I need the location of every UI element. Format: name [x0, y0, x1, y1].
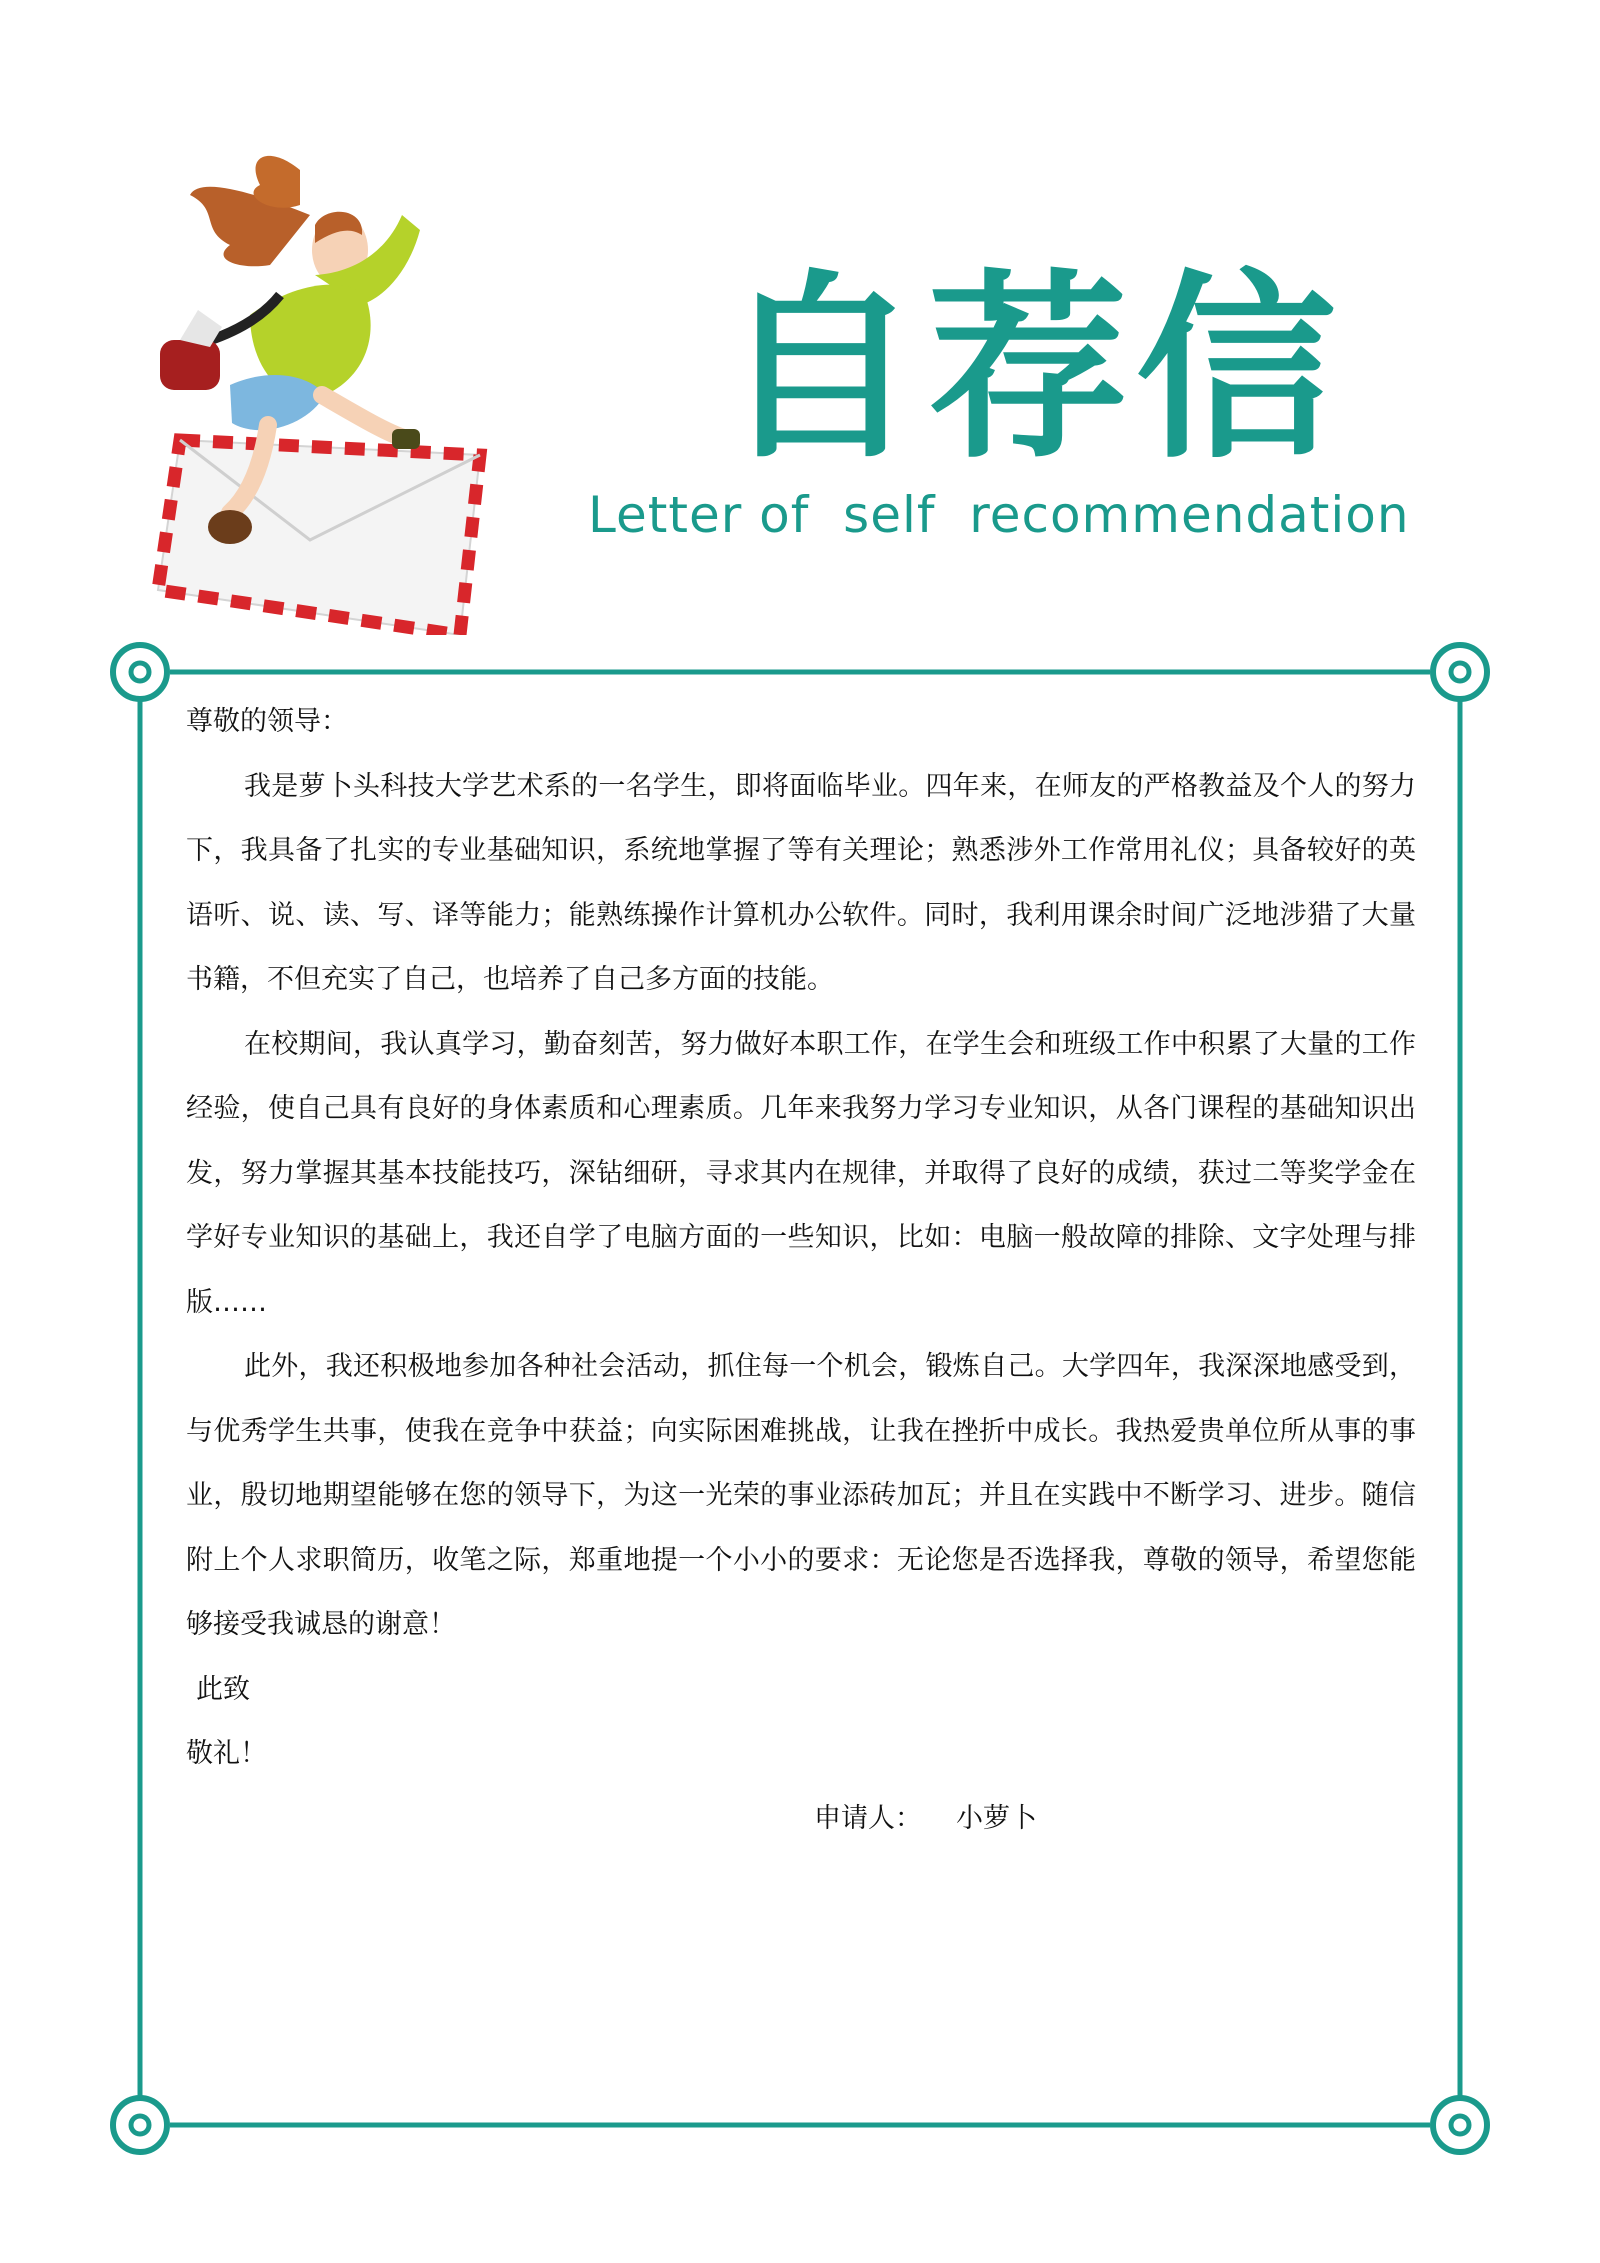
- closing-regards: 此致: [196, 1673, 250, 1705]
- signature-name: 小萝卜: [956, 1802, 1037, 1834]
- paragraph-2: 在校期间，我认真学习，勤奋刻苦，努力做好本职工作，在学生会和班级工作中积累了大量的工作经验，使自己具有良好的身体素质和心理素质。几年来我努力学习专业知识，从各门课程的基础知识出发，努力掌握其基本技能技巧，深钻细研，寻求其内在规律，并取得了良好的成绩，获过二等奖学金在学好专业知识的基础上，我还自学了电脑方面的一些知识，比如：电脑一般故障的排除、文字处理与排版……: [186, 1028, 1416, 1318]
- signature-label: 申请人：: [814, 1802, 922, 1834]
- letter-body: [186, 690, 1416, 1851]
- corner-ring-top-left: [113, 645, 167, 699]
- salutation: 尊敬的领导：: [186, 706, 348, 737]
- signature: [186, 1787, 1416, 1852]
- closing-salute: 敬礼！: [186, 1738, 267, 1769]
- title-english: Letter of self recommendation: [588, 486, 1410, 544]
- title-chinese: 自荐信: [720, 253, 1345, 486]
- corner-ring-top-right: [1433, 645, 1487, 699]
- paragraph-1: 我是萝卜头科技大学艺术系的一名学生，即将面临毕业。四年来，在师友的严格教益及个人的努力下，我具备了扎实的专业基础知识，系统地掌握了等有关理论；熟悉涉外工作常用礼仪；具备较好的英语听、说、读、写、译等能力；能熟练操作计算机办公软件。同时，我利用课余时间广泛地涉猎了大量书籍，不但充实了自己，也培养了自己多方面的技能。: [186, 770, 1416, 995]
- corner-ring-bottom-right: [1433, 2098, 1487, 2152]
- paragraph-3: 此外，我还积极地参加各种社会活动，抓住每一个机会，锻炼自己。大学四年，我深深地感受到，与优秀学生共事，使我在竞争中获益；向实际困难挑战，让我在挫折中成长。我热爱贵单位所从事的事业，殷切地期望能够在您的领导下，为这一光荣的事业添砖加瓦；并且在实践中不断学习、进步。随信附上个人求职简历，收笔之际，郑重地提一个小小的要求：无论您是否选择我，尊敬的领导，希望您能够接受我诚恳的谢意！: [186, 1351, 1416, 1640]
- corner-ring-bottom-left: [113, 2098, 167, 2152]
